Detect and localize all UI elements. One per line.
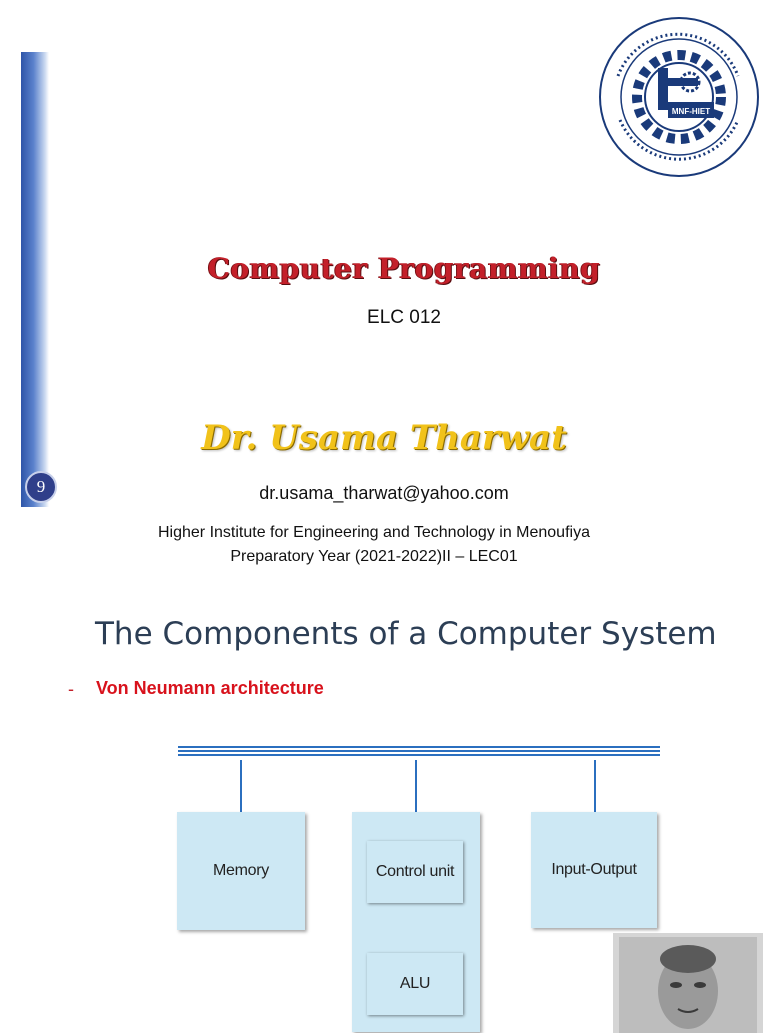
alu-label: ALU bbox=[399, 975, 431, 992]
academic-year: Preparatory Year (2021-2022)II – LEC01 bbox=[230, 548, 518, 565]
slide-subtitle: Von Neumann architecture bbox=[96, 678, 324, 698]
components-slide bbox=[0, 600, 768, 1024]
institute-info bbox=[0, 521, 748, 569]
control-unit-box bbox=[367, 841, 463, 903]
input-output-box bbox=[531, 812, 657, 928]
logo-text: MNF-HIET bbox=[671, 107, 711, 116]
memory-box bbox=[177, 812, 305, 930]
course-title: Computer Programming bbox=[207, 252, 601, 285]
input-output-label: Input-Output bbox=[551, 861, 637, 878]
slide-title: The Components of a Computer System bbox=[95, 616, 717, 652]
institute-name: Higher Institute for Engineering and Technology in Menoufiya bbox=[158, 524, 590, 541]
course-code: ELC 012 bbox=[367, 307, 441, 328]
author-name: Dr. Usama Tharwat bbox=[201, 418, 567, 458]
io-bus-connector bbox=[594, 760, 596, 812]
von-neumann-portrait bbox=[613, 933, 763, 1033]
system-bus bbox=[178, 746, 660, 760]
institute-logo-icon bbox=[598, 16, 760, 178]
memory-label: Memory bbox=[213, 862, 269, 879]
control-unit-label: Control unit bbox=[375, 863, 455, 880]
memory-bus-connector bbox=[240, 760, 242, 812]
author-email: dr.usama_tharwat@yahoo.com bbox=[259, 483, 509, 503]
page-number-badge: 9 bbox=[25, 471, 57, 503]
alu-box bbox=[367, 953, 463, 1015]
cpu-bus-connector bbox=[415, 760, 417, 812]
bullet-dash: - bbox=[68, 679, 74, 699]
